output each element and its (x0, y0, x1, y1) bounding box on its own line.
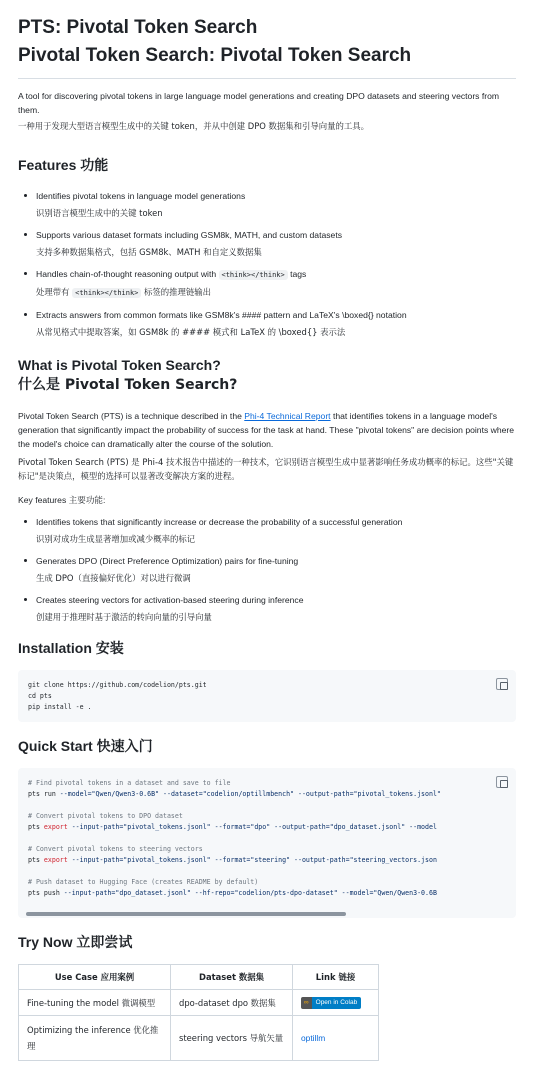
table-row (19, 1016, 379, 1061)
intro-zh: 一种用于发现大型语言模型生成中的关键 token，并从中创建 DPO 数据集和引导向量的工具。 (18, 121, 369, 131)
features-heading: Features 功能 (18, 157, 109, 173)
code-command: pts (28, 790, 40, 798)
inline-code: <think></think> (219, 270, 288, 280)
code-subcommand: run (43, 790, 56, 798)
code-subcommand: export (43, 856, 68, 864)
key-feature-zh: 生成 DPO（直接偏好优化）对以进行微调 (36, 573, 191, 583)
installation-heading: Installation 安装 (18, 640, 124, 656)
paragraph-text: that identifies tokens in a language model's generation that significantly impact the probability of success for the task at hand. These "pivotal tokens" are decision points where the model's choice can dramatically alter the course of the solution. (18, 411, 515, 449)
feature-en (36, 267, 516, 282)
feature-zh: 从常见格式中提取答案，如 GSM8k 的 #### 模式和 LaTeX 的 \boxed{} 表示法 (36, 327, 346, 337)
code-comment: # Find pivotal tokens in a dataset and save to file (28, 779, 231, 787)
list-item (18, 228, 516, 259)
code-comment: # Push dataset to Hugging Face (creates README by default) (28, 878, 259, 886)
what-heading-zh: 什么是 Pivotal Token Search? (18, 377, 238, 393)
code-comment: # Convert pivotal tokens to steering vectors (28, 845, 203, 853)
code-line: git clone https://github.com/codelion/pts.git (28, 681, 207, 689)
title-block (18, 14, 516, 79)
key-feature-zh: 创建用于推理时基于激活的转向向量的引导向量 (36, 612, 212, 622)
dataset-cell: dpo-dataset dpo 数据集 (171, 990, 293, 1016)
what-section (18, 355, 516, 624)
feature-text: 标签的推理链输出 (141, 287, 212, 297)
feature-text: tags (287, 269, 307, 279)
table-row (19, 990, 379, 1016)
inline-code: <think></think> (72, 288, 141, 298)
copy-icon[interactable] (496, 776, 508, 788)
phi4-report-link[interactable]: Phi-4 Technical Report (244, 411, 331, 421)
trynow-table (18, 964, 379, 1061)
dataset-cell: steering vectors 导航矢量 (171, 1016, 293, 1061)
column-header: Use Case 应用案例 (19, 965, 171, 990)
optillm-link[interactable]: optillm (301, 1033, 326, 1043)
code-comment: # Convert pivotal tokens to DPO dataset (28, 812, 183, 820)
link-cell (293, 1016, 379, 1061)
list-item (18, 189, 516, 220)
key-feature-en: Generates DPO (Direct Preference Optimization) pairs for fine-tuning (36, 556, 299, 566)
column-header: Dataset 数据集 (171, 965, 293, 990)
code-command: pts (28, 889, 40, 897)
code-line: pip install -e . (28, 703, 92, 711)
link-cell (293, 990, 379, 1016)
page-title: PTS: Pivotal Token Search (18, 17, 258, 38)
quickstart-codeblock (18, 768, 516, 918)
key-feature-en: Identifies tokens that significantly increase or decrease the probability of a successful generation (36, 517, 403, 527)
trynow-section (18, 932, 516, 1061)
code-line: cd pts (28, 692, 52, 700)
feature-en: Identifies pivotal tokens in language model generations (36, 191, 246, 201)
colab-badge[interactable] (301, 997, 361, 1009)
list-item (18, 515, 516, 546)
what-paragraph-en (18, 409, 516, 451)
code-text (28, 778, 506, 899)
usecase-cell: Optimizing the inference 优化推理 (19, 1016, 171, 1061)
code-subcommand: export (43, 823, 68, 831)
key-features-label: Key features 主要功能: (18, 495, 106, 505)
features-list (18, 189, 516, 339)
code-command: pts (28, 856, 40, 864)
feature-zh (36, 285, 516, 300)
code-args: --input-path="pivotal_tokens.jsonl" --format="dpo" --output-path="dpo_dataset.jsonl" --model (67, 823, 437, 831)
usecase-cell: Fine-tuning the model 微调模型 (19, 990, 171, 1016)
code-args: --input-path="pivotal_tokens.jsonl" --format="steering" --output-path="steering_vectors.json (67, 856, 437, 864)
list-item (18, 267, 516, 300)
horizontal-scrollbar[interactable] (26, 912, 346, 916)
installation-codeblock (18, 670, 516, 722)
feature-text: Handles chain-of-thought reasoning output with (36, 269, 219, 279)
list-item (18, 308, 516, 339)
list-item (18, 554, 516, 585)
list-item (18, 593, 516, 624)
feature-en: Extracts answers from common formats like GSM8k's #### pattern and LaTeX's \boxed{} notation (36, 310, 407, 320)
feature-en: Supports various dataset formats including GSM8k, MATH, and custom datasets (36, 230, 343, 240)
key-feature-en: Creates steering vectors for activation-based steering during inference (36, 595, 304, 605)
column-header: Link 链接 (293, 965, 379, 990)
key-feature-zh: 识别对成功生成显著增加或减少概率的标记 (36, 534, 196, 544)
table-header-row (19, 965, 379, 990)
paragraph-text: Pivotal Token Search (PTS) is a technique described in the (18, 411, 245, 421)
intro (18, 89, 516, 133)
what-paragraph-zh: Pivotal Token Search (PTS) 是 Phi-4 技术报告中描述的一种技术，它识别语言模型生成中显著影响任务成功概率的标记。这些"关键标记"是决策点，模型的选择可以显著改变解决方案的进程。 (18, 457, 514, 481)
code-subcommand: push (43, 889, 60, 897)
feature-text: 处理带有 (36, 287, 73, 297)
what-heading-en: What is Pivotal Token Search? (18, 357, 221, 373)
code-args: --model="Qwen/Qwen3-0.6B" --dataset="codelion/optillmbench" --output-path="pivotal_tokens.jsonl" (55, 790, 441, 798)
code-args: --input-path="dpo_dataset.jsonl" --hf-repo="codelion/pts-dpo-dataset" --model="Qwen/Qwen3-0.6B (59, 889, 437, 897)
badge-label: Open in Colab (312, 997, 362, 1009)
key-features-list (18, 515, 516, 624)
code-command: pts (28, 823, 40, 831)
trynow-heading: Try Now 立即尝试 (18, 934, 133, 950)
quickstart-heading: Quick Start 快速入门 (18, 738, 153, 754)
features-section (18, 155, 516, 339)
colab-icon: ∞ (301, 997, 312, 1009)
feature-zh: 识别语言模型生成中的关键 token (36, 208, 163, 218)
code-text (28, 680, 506, 713)
installation-section (18, 638, 516, 722)
feature-zh: 支持多种数据集格式，包括 GSM8k、MATH 和自定义数据集 (36, 247, 262, 257)
page-subtitle: Pivotal Token Search: Pivotal Token Search (18, 45, 412, 66)
copy-icon[interactable] (496, 678, 508, 690)
quickstart-section (18, 736, 516, 918)
intro-en: A tool for discovering pivotal tokens in large language model generations and creating DPO datasets and steering vectors from them. (18, 91, 500, 115)
